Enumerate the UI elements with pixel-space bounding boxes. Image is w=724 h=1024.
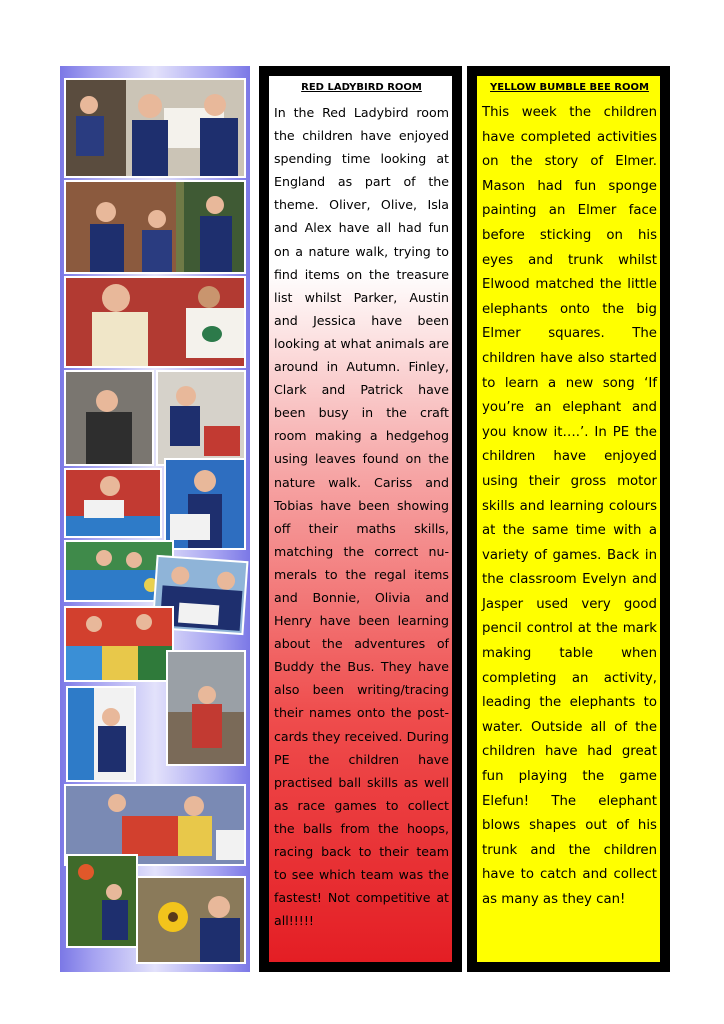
photo-sponge-painting [66,686,136,782]
yellow-bumble-bee-room-panel [467,66,670,972]
red-ladybird-room-panel [259,66,462,972]
red-room-body: In the Red Ladybird room the children have enjoyed spending time looking at England as part of the theme. Oliver, Olive, Isla and Alex have all had fun on a nature walk, trying to find items on the treasure list whilst Parker, Austin and Jessica have been looking at what animals are around in Autumn. Finley, Clark and Patrick have been busy in the craft room making a hedgehog using leaves found on the nature walk. Cariss and Tobias have been showing off their maths skills, matching the correct numerals to the regal items and Bonnie, Olivia and Henry have been learning about the adventures of Buddy the Bus. They have also been writing/tracing their names onto the postcards they received. During PE the children have practised ball skills as well as race games to collect the balls from the hoops, racing back to their team to see which team was the fastest! Not competitive at all!!!!! [274,105,449,929]
photo-sunflower [136,876,246,964]
yellow-room-heading: YELLOW BUMBLE BEE ROOM [490,82,649,93]
photo-numbers-card [64,276,246,368]
photo-craft-hedgehog [64,370,154,466]
photo-collage [60,66,250,972]
photo-craft-table [156,370,246,466]
photo-outdoor-play [166,650,246,766]
red-room-content [269,76,452,962]
red-room-heading: RED LADYBIRD ROOM [301,82,422,93]
yellow-room-content [477,76,660,962]
photo-nature-walk [64,180,246,274]
photo-elmer-mat [64,606,174,682]
photo-tracing-postcards [164,458,246,550]
yellow-room-body: This week the children have completed activities on the story of Elmer. Mason had fun sponge painting an Elmer face before sticking on his eyes and trunk whilst Elwood matched the little elephants onto the big Elmer squares. The children have also started to learn a new song ‘If you’re an elephant and you know it….’. In PE the children have enjoyed using their gross motor skills and learning colours at the same time with a variety of games. Back in the classroom Evelyn and Jasper used very good pencil control at the mark making table when completing an activity, leading the elephants to water. Outside all of the children have had great fun playing the game Elefun! The elephant blows shapes out of his trunk and the children have to catch and collect as many as they can! [482,105,657,907]
photo-elefun-game [66,854,138,948]
photo-maths-table [64,468,162,538]
photo-lightbox-play [64,78,246,178]
